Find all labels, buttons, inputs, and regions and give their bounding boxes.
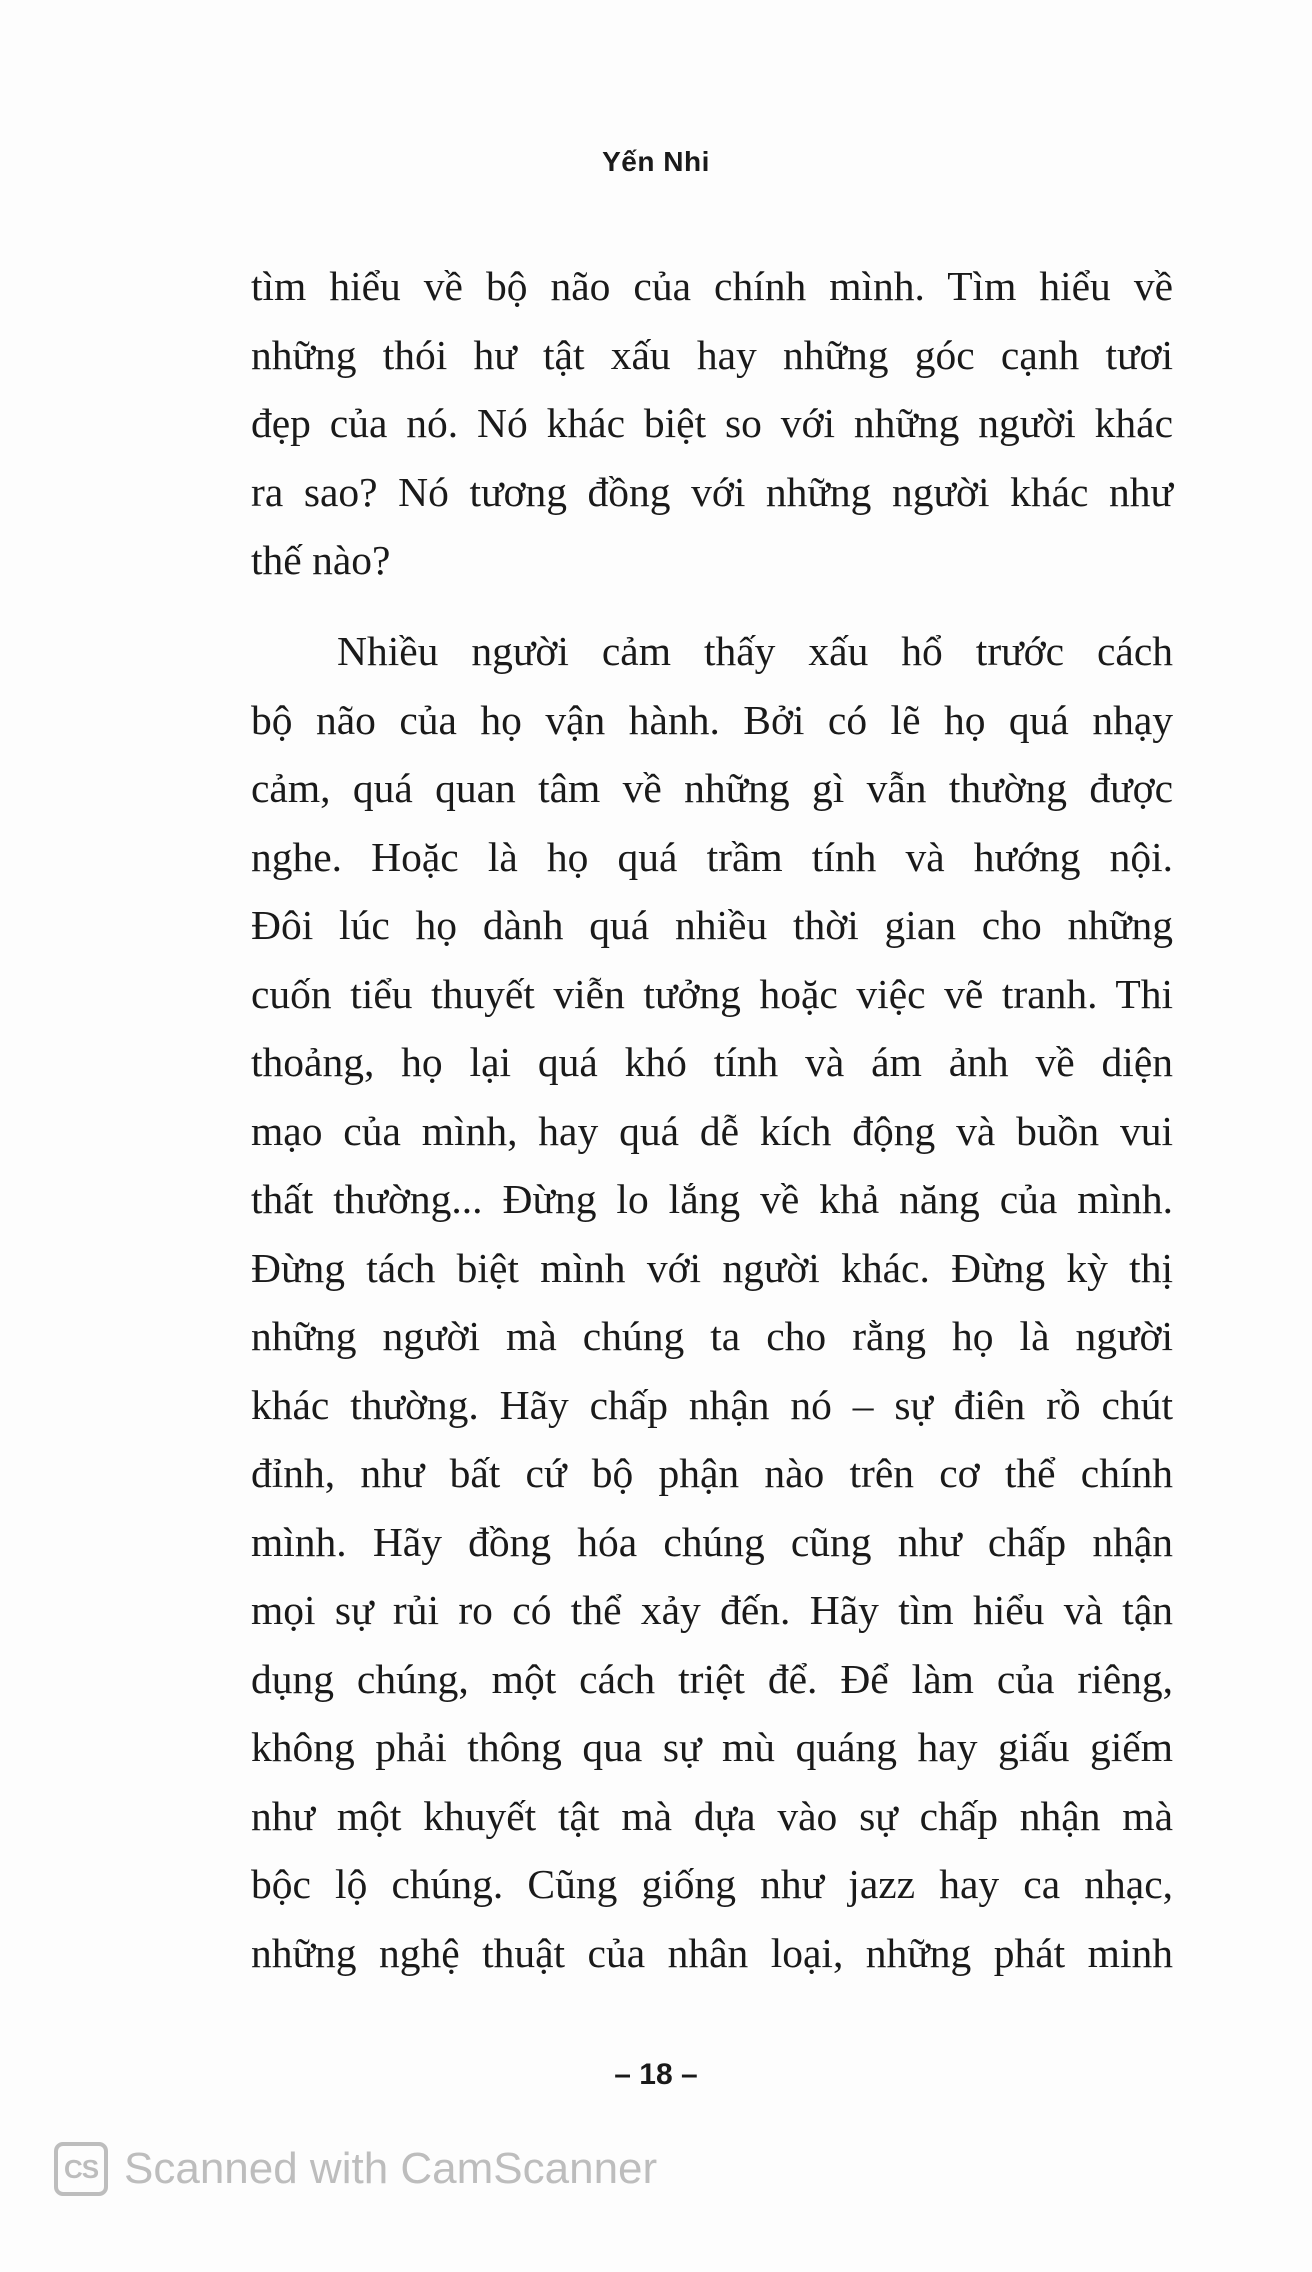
text-line: bộ não của họ vận hành. Bởi có lẽ họ quá nhạy <box>251 696 1173 743</box>
text-line: thoảng, họ lại quá khó tính và ám ảnh về diện <box>251 1039 1173 1085</box>
page-number: – 18 – <box>614 2058 698 2091</box>
text-line: Nhiều người cảm thấy xấu hổ trước cách <box>337 628 1173 674</box>
text-line: không phải thông qua sự mù quáng hay giấu giếm <box>251 1724 1173 1770</box>
text-line: những nghệ thuật của nhân loại, những phát minh <box>251 1929 1173 1976</box>
text-line: mọi sự rủi ro có thể xảy đến. Hãy tìm hiểu và tận <box>251 1587 1173 1633</box>
text-line: những thói hư tật xấu hay những góc cạnh tươi <box>251 331 1173 378</box>
text-line: mạo của mình, hay quá dễ kích động và buồn vui <box>251 1107 1173 1154</box>
text-line: những người mà chúng ta cho rằng họ là người <box>251 1313 1173 1359</box>
text-line: Đừng tách biệt mình với người khác. Đừng kỳ thị <box>251 1244 1173 1291</box>
text-line: thất thường... Đừng lo lắng về khả năng của mình. <box>251 1176 1173 1222</box>
text-line: ra sao? Nó tương đồng với những người khác như <box>251 468 1173 515</box>
text-line: đỉnh, như bất cứ bộ phận nào trên cơ thể chính <box>251 1450 1173 1496</box>
text-line: bộc lộ chúng. Cũng giống như jazz hay ca nhạc, <box>251 1861 1173 1907</box>
paragraph-1 <box>251 252 1173 595</box>
camscanner-watermark <box>54 2142 657 2196</box>
text-line: khác thường. Hãy chấp nhận nó – sự điên rồ chút <box>251 1381 1173 1428</box>
text-line: dụng chúng, một cách triệt để. Để làm của riêng, <box>251 1655 1173 1702</box>
camscanner-logo-icon: CS <box>54 2142 108 2196</box>
text-line: cuốn tiểu thuyết viễn tưởng hoặc việc vẽ tranh. Thi <box>251 970 1173 1017</box>
text-line: mình. Hãy đồng hóa chúng cũng như chấp nhận <box>251 1518 1173 1565</box>
text-line: thế nào? <box>251 537 391 583</box>
text-line: tìm hiểu về bộ não của chính mình. Tìm hiểu về <box>251 263 1173 309</box>
text-line: Đôi lúc họ dành quá nhiều thời gian cho những <box>251 902 1173 948</box>
text-line: đẹp của nó. Nó khác biệt so với những người khác <box>251 400 1173 446</box>
watermark-text: Scanned with CamScanner <box>124 2144 658 2193</box>
text-line: nghe. Hoặc là họ quá trầm tính và hướng nội. <box>251 833 1173 880</box>
text-line: như một khuyết tật mà dựa vào sự chấp nhận mà <box>251 1792 1173 1839</box>
running-title: Yến Nhi <box>602 146 710 177</box>
paragraph-2 <box>251 617 1173 1987</box>
text-line: cảm, quá quan tâm về những gì vẫn thường được <box>251 765 1173 811</box>
